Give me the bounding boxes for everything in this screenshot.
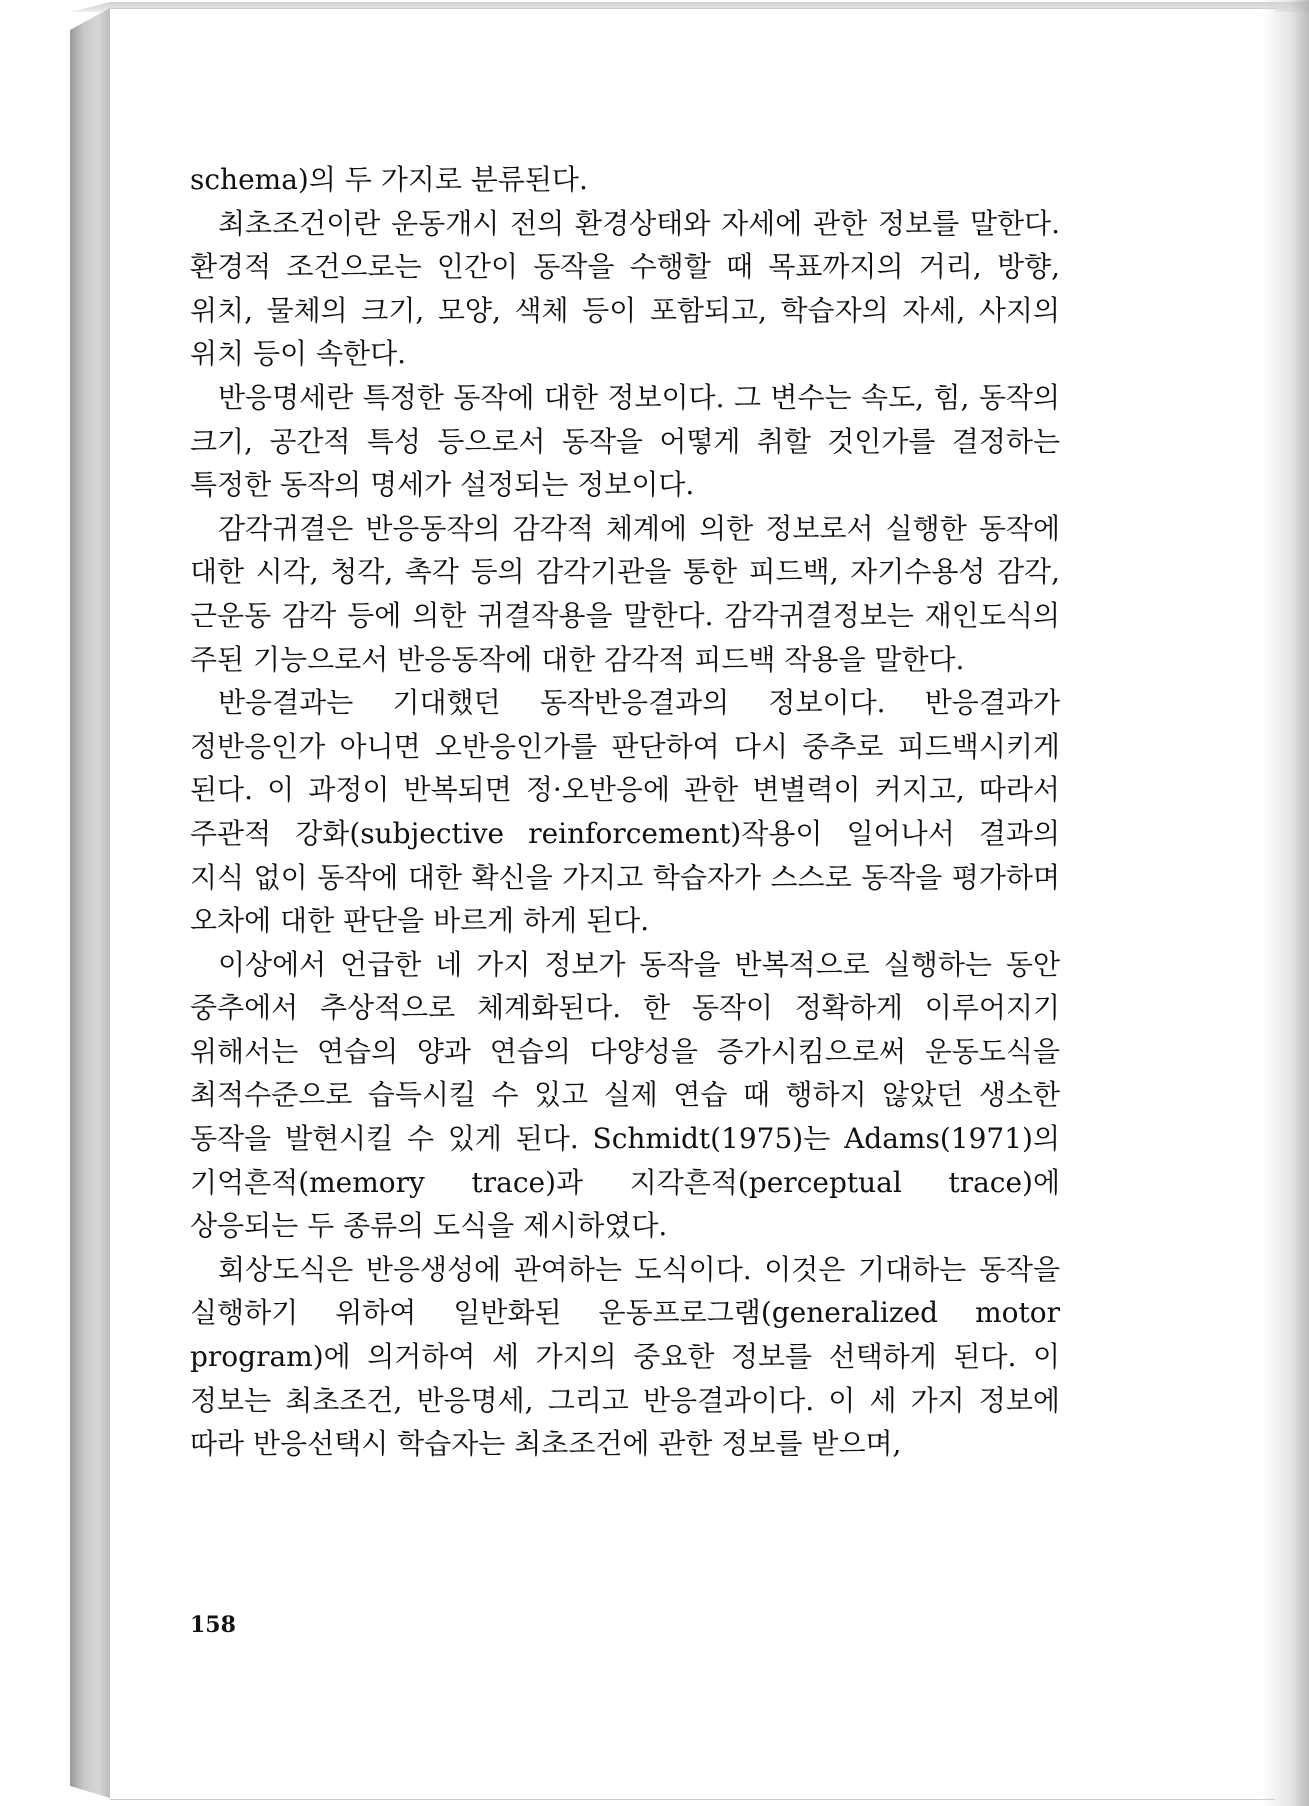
- paragraph-2: 최초조건이란 운동개시 전의 환경상태와 자세에 관한 정보를 말한다. 환경적 조건으로는 인간이 동작을 수행할 때 목표까지의 거리, 방향, 위치, 물체의 크기, 모양, 색체 등이 포함되고, 학습자의 자세, 사지의 위치 등이 속한다.: [190, 206, 1060, 371]
- paragraph-3: 반응명세란 특정한 동작에 대한 정보이다. 그 변수는 속도, 힘, 동작의 크기, 공간적 특성 등으로서 동작을 어떻게 취할 것인가를 결정하는 특정한 동작의 명세가 설정되는 정보이다.: [190, 380, 1060, 502]
- page-number: 158: [190, 1612, 236, 1638]
- paragraph-4: 감각귀결은 반응동작의 감각적 체계에 의한 정보로서 실행한 동작에 대한 시각, 청각, 촉각 등의 감각기관을 통한 피드백, 자기수용성 감각, 근운동 감각 등에 의한 귀결작용을 말한다. 감각귀결정보는 재인도식의 주된 기능으로서 반응동작에 대한 감각적 피드백 작용을 말한다.: [190, 511, 1060, 676]
- paragraph-1: schema)의 두 가지로 분류된다.: [190, 163, 588, 196]
- book-spine: [70, 8, 110, 1798]
- body-text: [190, 158, 1060, 1466]
- paragraph-5: 반응결과는 기대했던 동작반응결과의 정보이다. 반응결과가 정반응인가 아니면 오반응인가를 판단하여 다시 중추로 피드백시키게 된다. 이 과정이 반복되면 정·오반응에 관한 변별력이 커지고, 따라서 주관적 강화(subjective reinforcement)작용이 일어나서 결과의 지식 없이 동작에 대한 확신을 가지고 학습자가 스스로 동작을 평가하며 오차에 대한 판단을 바르게 하게 된다.: [190, 686, 1060, 938]
- paragraph-7: 회상도식은 반응생성에 관여하는 도식이다. 이것은 기대하는 동작을 실행하기 위하여 일반화된 운동프로그램(generalized motor program)에 의거하여 세 가지의 중요한 정보를 선택하게 된다. 이 정보는 최초조건, 반응명세, 그리고 반응결과이다. 이 세 가지 정보에 따라 반응선택시 학습자는 최초조건에 관한 정보를 받으며,: [190, 1252, 1060, 1461]
- paragraph-6: 이상에서 언급한 네 가지 정보가 동작을 반복적으로 실행하는 동안 중추에서 추상적으로 체계화된다. 한 동작이 정확하게 이루어지기 위해서는 연습의 양과 연습의 다양성을 증가시킴으로써 운동도식을 최적수준으로 습득시킬 수 있고 실제 연습 때 행하지 않았던 생소한 동작을 발현시킬 수 있게 된다. Schmidt(1975)는 Adams(1971)의 기억흔적(memory trace)과 지각흔적(perceptual trace)에 상응되는 두 종류의 도식을 제시하였다.: [190, 947, 1060, 1243]
- page-right-shadow: [1261, 0, 1309, 1806]
